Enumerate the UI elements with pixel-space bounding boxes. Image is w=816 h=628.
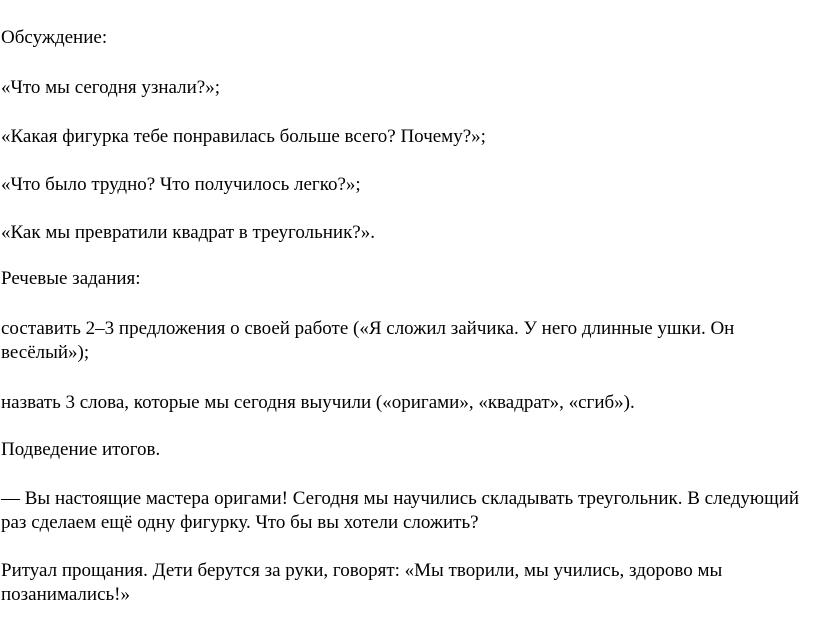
question-1: «Что мы сегодня узнали?»; xyxy=(1,77,221,98)
teacher-speech: — Вы настоящие мастера оригами! Сегодня мы научились складывать треугольник. В следующий раз сделаем ещё одну фигурку. Что бы вы хотели сложить? xyxy=(1,488,800,533)
speech-task-2: назвать 3 слова, которые мы сегодня выучили («оригами», «квадрат», «сгиб»). xyxy=(1,392,635,413)
question-4: «Как мы превратили квадрат в треугольник?». xyxy=(1,222,375,243)
farewell-ritual: Ритуал прощания. Дети берутся за руки, говорят: «Мы творили, мы учились, здорово мы позанимались!» xyxy=(1,560,723,605)
question-3: «Что было трудно? Что получилось легко?»; xyxy=(1,174,361,195)
question-2: «Какая фигурка тебе понравилась больше всего? Почему?»; xyxy=(1,126,486,147)
heading-speech-tasks: Речевые задания: xyxy=(1,268,141,289)
speech-task-1: составить 2–3 предложения о своей работе («Я сложил зайчика. У него длинные ушки. Он весёлый»); xyxy=(1,318,735,363)
heading-discussion: Обсуждение: xyxy=(1,27,108,48)
heading-summary: Подведение итогов. xyxy=(1,439,161,460)
